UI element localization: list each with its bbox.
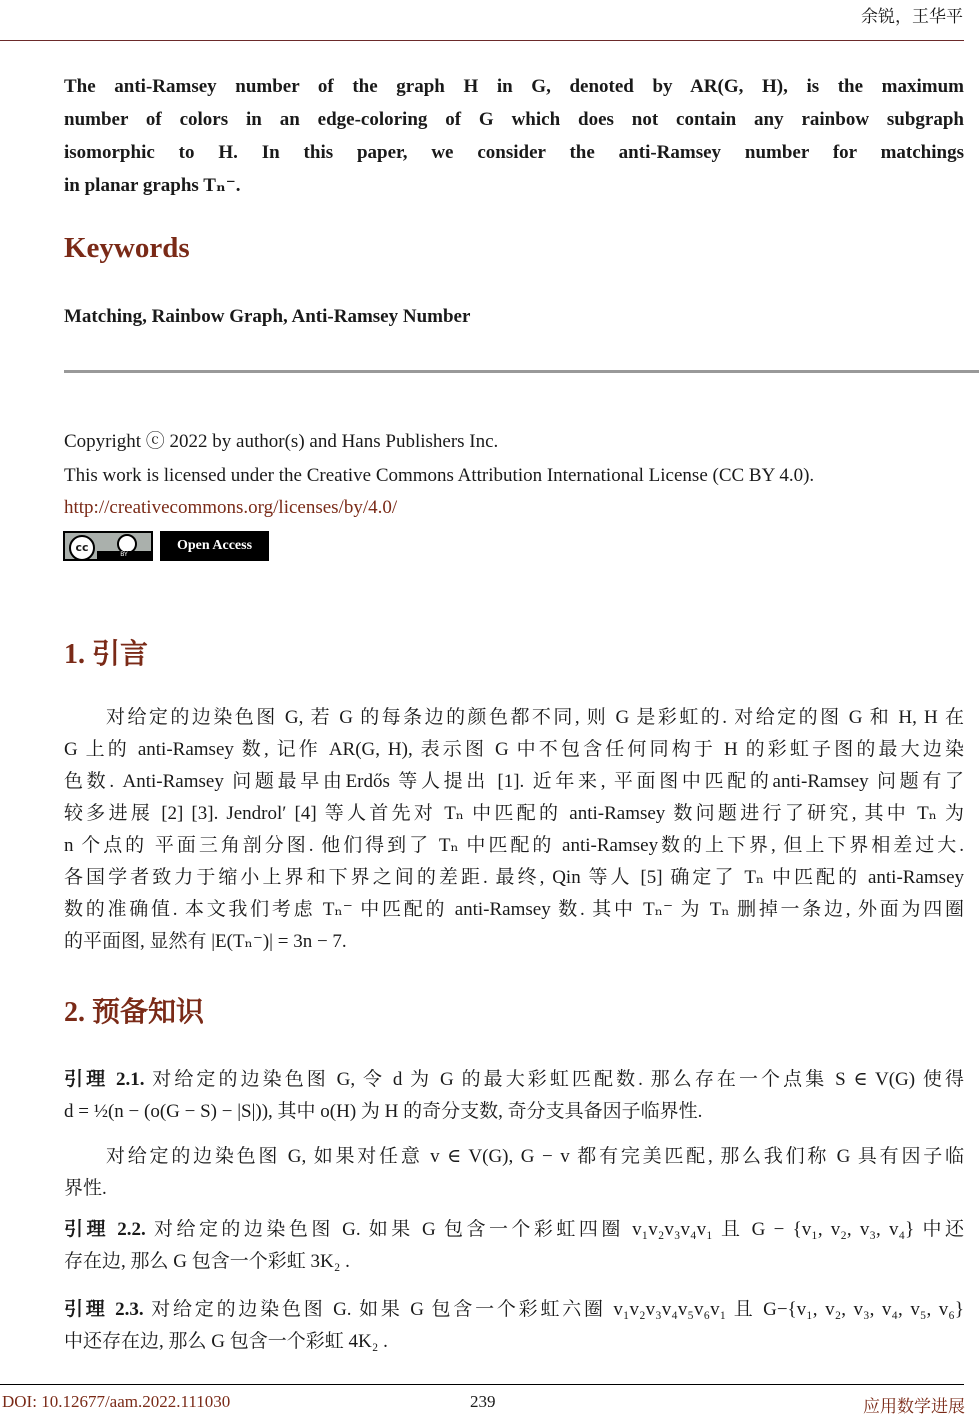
abstract-line: The anti-Ramsey number of the graph H in G, denoted by AR(G, H), is the maximum <box>64 76 964 97</box>
paragraph-line: 较多进展 [2] [3]. Jendrol′ [4] 等人首先对 Tₙ 中匹配的 anti-Ramsey 数问题进行了研究, 其中 Tₙ 为 <box>64 803 964 824</box>
open-access-badge: Open Access <box>160 531 269 561</box>
section-1-heading: 1. 引言 <box>64 639 149 670</box>
lemma-text: 存在边, 那么 G 包含一个彩虹 3K₂ . <box>64 1251 350 1272</box>
running-header: 余锐，王华平 <box>861 7 963 26</box>
paragraph-line: 的平面图, 显然有 |E(Tₙ⁻)| = 3n − 7. <box>64 931 347 952</box>
paragraph-line: n 个点的 平面三角剖分图. 他们得到了 Tₙ 中匹配的 anti-Ramsey数的上下界, 但上下界相差过大. <box>64 835 964 856</box>
license-statement: This work is licensed under the Creative Commons Attribution International License (CC BY 4.0). <box>64 465 815 486</box>
paragraph-line: 数的准确值. 本文我们考虑 Tₙ⁻ 中匹配的 anti-Ramsey 数. 其中 Tₙ⁻ 为 Tₙ 删掉一条边, 外面为四圈 <box>64 899 964 920</box>
footer-rule <box>0 1384 964 1385</box>
by-strip: BY <box>97 551 151 559</box>
lemma-label: 引理 2.3. <box>64 1299 144 1320</box>
paragraph-line: 各国学者致力于缩小上界和下界之间的差距. 最终, Qin 等人 [5] 确定了 Tₙ 中匹配的 anti-Ramsey <box>64 867 964 888</box>
lemma-2-3 <box>64 1298 964 1322</box>
lemma-text: 对给定的边染色图 G, 令 d 为 G 的最大彩虹匹配数. 那么存在一个点集 S ∈ V(G) 使得 <box>152 1069 964 1090</box>
definition-text: 界性. <box>64 1178 107 1199</box>
keywords-heading: Keywords <box>64 232 190 264</box>
copyright-text: Copyright ⓒ 2022 by author(s) and Hans Publishers Inc. <box>64 431 499 452</box>
lemma-text: 对给定的边染色图 G. 如果 G 包含一个彩虹四圈 v₁v₂v₃v₄v₁ 且 G − {v₁, v₂, v₃, v₄} 中还 <box>153 1219 964 1240</box>
abstract-line: number of colors in an edge-coloring of G which does not contain any rainbow subgraph <box>64 109 964 130</box>
section-divider <box>64 370 979 373</box>
page-number: 239 <box>470 1392 496 1411</box>
keywords-text: Matching, Rainbow Graph, Anti-Ramsey Number <box>64 306 471 327</box>
lemma-text: 中还存在边, 那么 G 包含一个彩虹 4K₂ . <box>64 1331 388 1352</box>
lemma-text: 对给定的边染色图 G. 如果 G 包含一个彩虹六圈 v₁v₂v₃v₄v₅v₆v₁ 且 G−{v₁, v₂, v₃, v₄, v₅, v₆} <box>151 1299 964 1320</box>
paragraph-line: 对给定的边染色图 G, 若 G 的每条边的颜色都不同, 则 G 是彩虹的. 对给定的图 G 和 H, H 在 <box>106 707 964 728</box>
lemma-label: 引理 2.2. <box>64 1219 146 1240</box>
lemma-label: 引理 2.1. <box>64 1069 145 1090</box>
paragraph-line: G 上的 anti-Ramsey 数, 记作 AR(G, H), 表示图 G 中不包含任何同构于 H 的彩虹子图的最大边染 <box>64 739 964 760</box>
section-2-heading: 2. 预备知识 <box>64 997 205 1028</box>
footer-journal: 应用数学进展 <box>863 1397 965 1416</box>
header-rule <box>0 40 964 41</box>
abstract-line: in planar graphs Tₙ⁻. <box>64 175 241 196</box>
license-link[interactable]: http://creativecommons.org/licenses/by/4.0/ <box>64 497 398 518</box>
lemma-text: d = ½(n − (o(G − S) − |S|)), 其中 o(H) 为 H 的奇分支数, 奇分支具备因子临界性. <box>64 1101 703 1122</box>
footer-doi: DOI: 10.12677/aam.2022.111030 <box>2 1392 231 1411</box>
cc-icon: cc <box>69 535 95 561</box>
lemma-2-1 <box>64 1068 964 1092</box>
definition-text: 对给定的边染色图 G, 如果对任意 v ∈ V(G), G − v 都有完美匹配, 那么我们称 G 具有因子临 <box>106 1146 964 1167</box>
paragraph-line: 色数. Anti-Ramsey 问题最早由Erdős 等人提出 [1]. 近年来, 平面图中匹配的anti-Ramsey 问题有了 <box>64 771 964 792</box>
abstract-line: isomorphic to H. In this paper, we consider the anti-Ramsey number for matchings <box>64 142 964 163</box>
lemma-2-2 <box>64 1218 964 1242</box>
cc-by-badge[interactable] <box>63 531 153 561</box>
